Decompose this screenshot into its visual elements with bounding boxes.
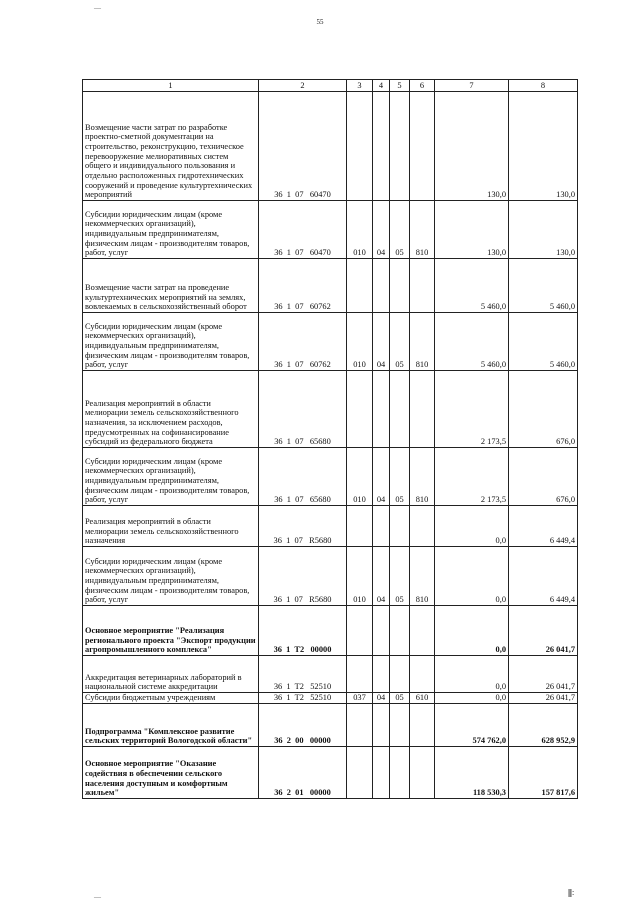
target-code: 36 1 07 60470 bbox=[259, 92, 347, 201]
amount-col8: 5 460,0 bbox=[509, 313, 578, 371]
section-code bbox=[373, 506, 390, 547]
subsection-code bbox=[390, 371, 410, 448]
table-row bbox=[83, 547, 578, 606]
vr-code bbox=[347, 606, 373, 656]
section-code: 04 bbox=[373, 547, 390, 606]
row-name: Субсидии юридическим лицам (кроме некоммерческих организаций), индивидуальным предпринимателям, физическим лицам - производителям товаров, работ, услуг bbox=[83, 313, 259, 371]
section-code bbox=[373, 747, 390, 799]
target-code: 36 1 T2 52510 bbox=[259, 693, 347, 704]
row-name: Субсидии юридическим лицам (кроме некоммерческих организаций), индивидуальным предпринимателям, физическим лицам - производителям товаров, работ, услуг bbox=[83, 201, 259, 259]
section-code bbox=[373, 656, 390, 693]
amount-col7: 0,0 bbox=[435, 656, 509, 693]
amount-col8: 628 952,9 bbox=[509, 704, 578, 747]
vr-code bbox=[347, 371, 373, 448]
vr-code: 010 bbox=[347, 201, 373, 259]
vr-code bbox=[347, 92, 373, 201]
amount-col8: 157 817,6 bbox=[509, 747, 578, 799]
target-code: 36 1 07 65680 bbox=[259, 371, 347, 448]
expense-type-code: 810 bbox=[410, 313, 435, 371]
amount-col8: 5 460,0 bbox=[509, 259, 578, 313]
section-code: 04 bbox=[373, 693, 390, 704]
amount-col7: 118 530,3 bbox=[435, 747, 509, 799]
header-cell: 1 bbox=[83, 80, 259, 92]
section-code: 04 bbox=[373, 201, 390, 259]
subsection-code: 05 bbox=[390, 448, 410, 506]
subsection-code bbox=[390, 704, 410, 747]
row-name: Реализация мероприятий в области мелиорации земель сельскохозяйственного назначения, за исключением расходов, предусмотренных на софинансирование субсидий из федерального бюджета bbox=[83, 371, 259, 448]
amount-col7: 5 460,0 bbox=[435, 259, 509, 313]
subsection-code bbox=[390, 259, 410, 313]
amount-col8: 6 449,4 bbox=[509, 506, 578, 547]
section-code bbox=[373, 371, 390, 448]
amount-col8: 130,0 bbox=[509, 92, 578, 201]
row-name: Субсидии юридическим лицам (кроме некоммерческих организаций), индивидуальным предпринимателям, физическим лицам - производителям товаров, работ, услуг bbox=[83, 448, 259, 506]
amount-col7: 2 173,5 bbox=[435, 448, 509, 506]
row-name: Возмещение части затрат по разработке проектно-сметной документации на строительство, реконструкцию, техническое перевооружение мелиоративных систем общего и индивидуального пользования и отдельно расположенных гидротехнических сооружений и проведение культуртехнических мероприятий bbox=[83, 92, 259, 201]
expense-type-code bbox=[410, 92, 435, 201]
amount-col8: 676,0 bbox=[509, 448, 578, 506]
expense-type-code bbox=[410, 371, 435, 448]
row-name: Основное мероприятие "Реализация регионального проекта "Экспорт продукции агропромышленного комплекса" bbox=[83, 606, 259, 656]
section-code bbox=[373, 259, 390, 313]
bottom-mark: — bbox=[94, 893, 101, 901]
header-cell: 6 bbox=[410, 80, 435, 92]
top-mark: — bbox=[94, 4, 101, 12]
amount-col8: 130,0 bbox=[509, 201, 578, 259]
target-code: 36 1 07 65680 bbox=[259, 448, 347, 506]
amount-col8: 26 041,7 bbox=[509, 656, 578, 693]
amount-col7: 574 762,0 bbox=[435, 704, 509, 747]
target-code: 36 1 07 60762 bbox=[259, 259, 347, 313]
expense-type-code bbox=[410, 506, 435, 547]
row-name: Субсидии юридическим лицам (кроме некоммерческих организаций), индивидуальным предпринимателям, физическим лицам - производителям товаров, работ, услуг bbox=[83, 547, 259, 606]
row-name: Аккредитация ветеринарных лабораторий в национальной системе аккредитации bbox=[83, 656, 259, 693]
budget-table bbox=[82, 79, 578, 799]
row-name: Возмещение части затрат на проведение культуртехнических мероприятий на землях, вовлекаемых в сельскохозяйственный оборот bbox=[83, 259, 259, 313]
page-number: 55 bbox=[316, 18, 324, 26]
target-code: 36 2 00 00000 bbox=[259, 704, 347, 747]
table-row bbox=[83, 313, 578, 371]
subsection-code bbox=[390, 747, 410, 799]
expense-type-code bbox=[410, 259, 435, 313]
header-cell: 2 bbox=[259, 80, 347, 92]
vr-code bbox=[347, 656, 373, 693]
amount-col7: 2 173,5 bbox=[435, 371, 509, 448]
amount-col7: 130,0 bbox=[435, 92, 509, 201]
amount-col7: 0,0 bbox=[435, 506, 509, 547]
vr-code: 037 bbox=[347, 693, 373, 704]
subsection-code: 05 bbox=[390, 547, 410, 606]
expense-type-code bbox=[410, 606, 435, 656]
vr-code bbox=[347, 747, 373, 799]
header-cell: 5 bbox=[390, 80, 410, 92]
subsection-code: 05 bbox=[390, 201, 410, 259]
target-code: 36 1 07 R5680 bbox=[259, 547, 347, 606]
section-code bbox=[373, 606, 390, 656]
vr-code bbox=[347, 704, 373, 747]
amount-col8: 26 041,7 bbox=[509, 606, 578, 656]
expense-type-code bbox=[410, 704, 435, 747]
target-code: 36 1 T2 52510 bbox=[259, 656, 347, 693]
header-cell: 7 bbox=[435, 80, 509, 92]
row-name: Субсидии бюджетным учреждениям bbox=[83, 693, 259, 704]
target-code: 36 2 01 00000 bbox=[259, 747, 347, 799]
table-row bbox=[83, 747, 578, 799]
expense-type-code bbox=[410, 656, 435, 693]
expense-type-code bbox=[410, 747, 435, 799]
amount-col7: 130,0 bbox=[435, 201, 509, 259]
table-row bbox=[83, 201, 578, 259]
amount-col7: 5 460,0 bbox=[435, 313, 509, 371]
vr-code: 010 bbox=[347, 448, 373, 506]
vr-code bbox=[347, 506, 373, 547]
expense-type-code: 810 bbox=[410, 547, 435, 606]
subsection-code bbox=[390, 606, 410, 656]
table-row bbox=[83, 693, 578, 704]
amount-col8: 676,0 bbox=[509, 371, 578, 448]
section-code: 04 bbox=[373, 313, 390, 371]
target-code: 36 1 07 60470 bbox=[259, 201, 347, 259]
amount-col7: 0,0 bbox=[435, 606, 509, 656]
row-name: Основное мероприятие "Оказание содействия в обеспечении сельского населения доступным и комфортным жильем" bbox=[83, 747, 259, 799]
subsection-code bbox=[390, 656, 410, 693]
amount-col7: 0,0 bbox=[435, 693, 509, 704]
table-row bbox=[83, 448, 578, 506]
table-row bbox=[83, 506, 578, 547]
expense-type-code: 810 bbox=[410, 448, 435, 506]
amount-col8: 6 449,4 bbox=[509, 547, 578, 606]
table-row bbox=[83, 259, 578, 313]
subsection-code: 05 bbox=[390, 693, 410, 704]
section-code bbox=[373, 92, 390, 201]
table-row bbox=[83, 656, 578, 693]
section-code bbox=[373, 704, 390, 747]
target-code: 36 1 07 R5680 bbox=[259, 506, 347, 547]
vr-code: 010 bbox=[347, 313, 373, 371]
row-name: Подпрограмма "Комплексное развитие сельских территорий Вологодской области" bbox=[83, 704, 259, 747]
row-name: Реализация мероприятий в области мелиорации земель сельскохозяйственного назначения bbox=[83, 506, 259, 547]
amount-col8: 26 041,7 bbox=[509, 693, 578, 704]
table-row bbox=[83, 371, 578, 448]
vr-code: 010 bbox=[347, 547, 373, 606]
subsection-code bbox=[390, 92, 410, 201]
header-cell: 8 bbox=[509, 80, 578, 92]
subsection-code bbox=[390, 506, 410, 547]
header-cell: 4 bbox=[373, 80, 390, 92]
table-row bbox=[83, 606, 578, 656]
table-row bbox=[83, 92, 578, 201]
target-code: 36 1 07 60762 bbox=[259, 313, 347, 371]
vr-code bbox=[347, 259, 373, 313]
header-row bbox=[83, 80, 578, 92]
section-code: 04 bbox=[373, 448, 390, 506]
table-row bbox=[83, 704, 578, 747]
subsection-code: 05 bbox=[390, 313, 410, 371]
expense-type-code: 610 bbox=[410, 693, 435, 704]
header-cell: 3 bbox=[347, 80, 373, 92]
expense-type-code: 810 bbox=[410, 201, 435, 259]
target-code: 36 1 T2 00000 bbox=[259, 606, 347, 656]
barcode-mark: ||||| : bbox=[568, 888, 574, 897]
amount-col7: 0,0 bbox=[435, 547, 509, 606]
